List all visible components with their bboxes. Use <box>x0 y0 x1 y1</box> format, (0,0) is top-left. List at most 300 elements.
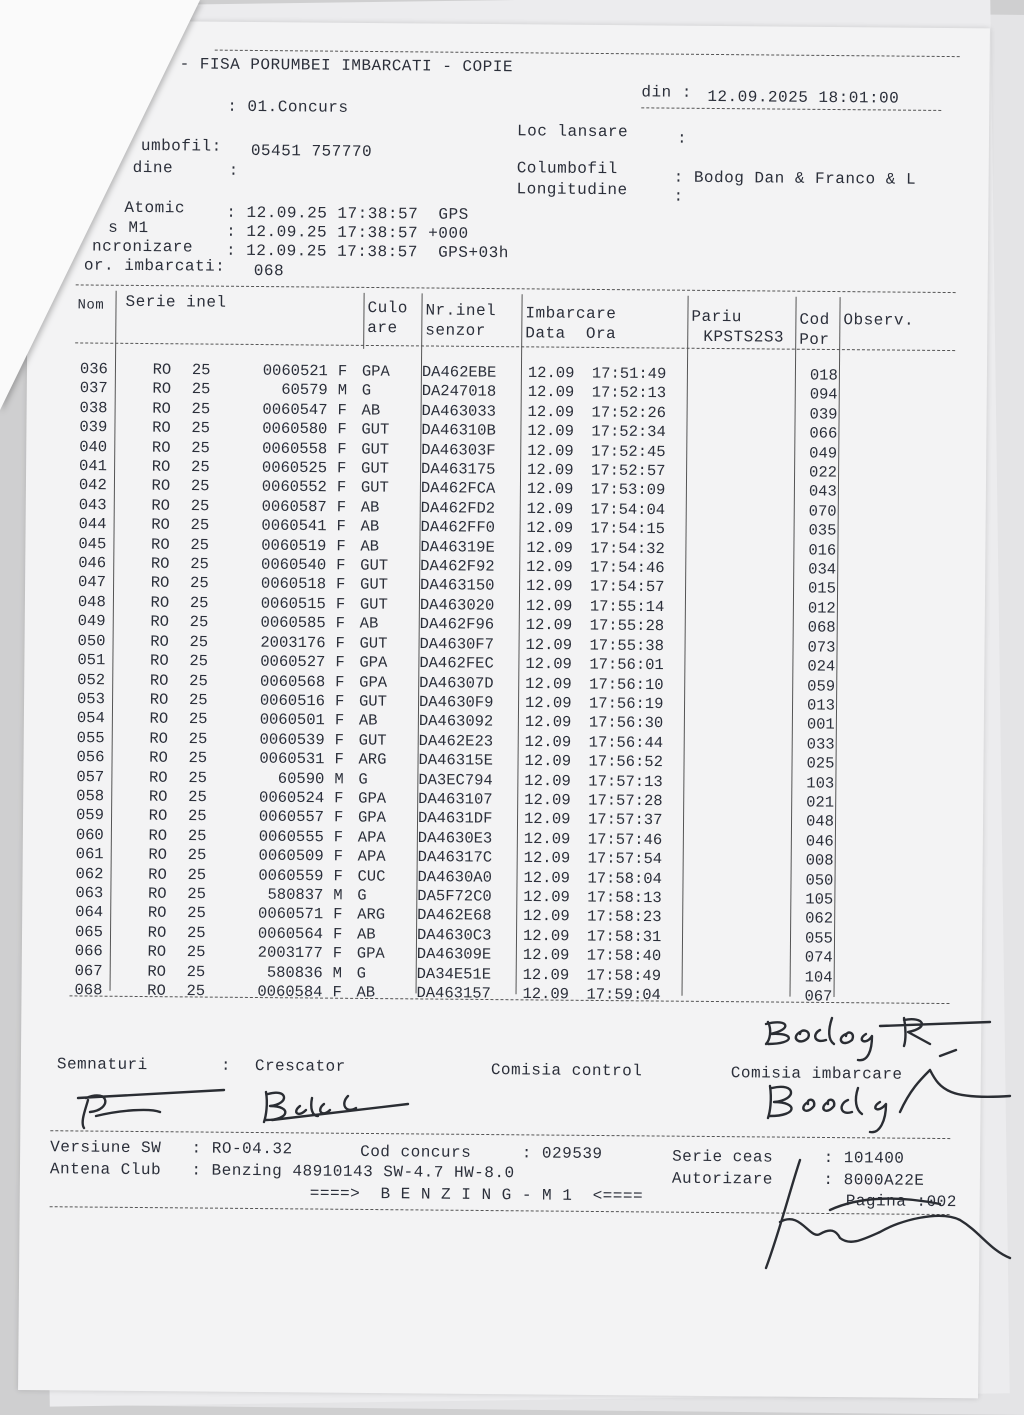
cell-inel: 0060527 <box>260 652 326 672</box>
cell-an: 25 <box>189 613 209 632</box>
cell-nom: 052 <box>77 670 106 689</box>
cell-tara: RO <box>147 904 167 923</box>
cell-nom: 061 <box>75 845 104 864</box>
cell-nom: 049 <box>77 612 106 631</box>
cell-data: 12.09 <box>526 480 574 499</box>
cell-sex: F <box>335 653 345 672</box>
cell-sex: F <box>335 614 346 633</box>
cell-tara: RO <box>149 748 168 767</box>
sincronizare-label: ncronizare <box>91 237 194 257</box>
cell-cul: GPA <box>356 944 385 963</box>
cell-an: 25 <box>189 574 209 593</box>
cell-an: 25 <box>186 923 206 942</box>
cell-tara: RO <box>151 515 170 535</box>
cell-tara: RO <box>151 496 171 515</box>
col-nr-inel-header-1: Nr.inel <box>425 301 497 321</box>
cell-ora: 17:58:23 <box>587 907 662 927</box>
cell-senzor: DA4630F9 <box>418 692 494 712</box>
cell-inel: 0060509 <box>258 846 324 866</box>
cell-senzor: DA462F92 <box>420 557 495 576</box>
cell-inel: 0060516 <box>259 691 326 711</box>
benzing-line: ====> B E N Z I N G - M 1 <==== <box>309 1184 644 1206</box>
cell-cod: 103 <box>806 773 835 793</box>
cell-senzor: DA463157 <box>416 983 491 1003</box>
cell-tara: RO <box>149 651 169 670</box>
cell-an: 25 <box>189 632 209 651</box>
cell-inel: 0060525 <box>261 458 328 478</box>
cell-data: 12.09 <box>523 849 571 868</box>
cell-an: 25 <box>187 826 207 845</box>
cell-an: 25 <box>191 399 211 418</box>
cell-cod: 050 <box>805 870 834 890</box>
cell-nom: 057 <box>76 767 105 786</box>
atomic-value: : 12.09.25 17:38:57 GPS <box>226 203 469 224</box>
cell-inel: 580836 <box>266 963 323 982</box>
cell-senzor: DA463033 <box>421 401 497 421</box>
cell-sex: F <box>333 847 344 866</box>
cell-ora: 17:52:13 <box>591 383 667 403</box>
cell-cul: AB <box>360 517 380 536</box>
cell-cul: AB <box>359 614 379 633</box>
cell-tara: RO <box>149 709 169 729</box>
cell-cod: 048 <box>805 812 834 831</box>
cell-nom: 041 <box>78 457 108 476</box>
atomic-label: Atomic <box>124 198 186 218</box>
longitudine-value: : <box>673 187 684 206</box>
concurs-name: : 01.Concurs <box>227 97 349 117</box>
cell-data: 12.09 <box>522 926 570 946</box>
col-nom-header: Nom <box>77 297 105 314</box>
cell-inel: 0060585 <box>260 613 326 633</box>
cell-cod: 066 <box>809 424 838 443</box>
cell-tara: RO <box>147 942 167 961</box>
cell-nom: 066 <box>74 942 103 961</box>
cell-data: 12.09 <box>524 790 571 810</box>
comisia-control-label: Comisia control <box>490 1061 643 1081</box>
cell-sex: F <box>335 633 345 653</box>
cell-cul: GPA <box>358 789 387 808</box>
cell-inel: 0060587 <box>261 497 327 517</box>
cell-nom: 053 <box>76 689 106 709</box>
cell-cod: 035 <box>808 521 837 540</box>
cell-an: 25 <box>187 884 207 904</box>
cell-nom: 039 <box>79 418 108 437</box>
cell-ora: 17:55:14 <box>589 597 665 617</box>
cell-ora: 17:57:13 <box>588 772 663 791</box>
cell-tara: RO <box>152 418 171 438</box>
cell-senzor: DA462F96 <box>419 615 495 634</box>
cell-tara: RO <box>148 768 168 787</box>
cell-inel: 0060539 <box>259 730 325 749</box>
cell-cod: 074 <box>804 948 833 967</box>
folded-page-corner <box>0 0 200 410</box>
cell-inel: 0060518 <box>260 575 327 594</box>
cell-cul: AB <box>358 711 378 730</box>
cell-tara: RO <box>147 962 167 981</box>
cell-data: 12.09 <box>526 538 573 557</box>
cell-inel: 0060501 <box>259 710 325 730</box>
cell-cod: 046 <box>805 832 834 851</box>
cell-inel: 0060571 <box>257 904 324 924</box>
cell-cod: 039 <box>809 405 838 424</box>
cell-an: 25 <box>189 652 209 671</box>
cell-sex: F <box>335 672 345 691</box>
cell-ora: 17:56:01 <box>589 655 664 675</box>
columbofil-value: : Bodog Dan & Franco & L <box>673 168 917 189</box>
cell-sex: F <box>333 866 343 885</box>
cell-data: 12.09 <box>525 596 573 616</box>
cell-inel: 0060515 <box>260 594 326 614</box>
col-cod-header-1: Cod <box>799 310 830 329</box>
cell-sex: F <box>332 925 343 944</box>
cell-ora: 17:58:13 <box>587 888 662 908</box>
longitudine-label: Longitudine <box>516 180 628 200</box>
cell-nom: 038 <box>79 398 108 418</box>
cell-data: 12.09 <box>527 422 574 441</box>
cell-cul: GPA <box>357 808 386 828</box>
cell-an: 25 <box>187 807 207 826</box>
cell-nom: 046 <box>78 554 107 573</box>
cell-nom: 068 <box>74 980 103 1000</box>
cell-cul: G <box>358 769 368 789</box>
latitudine-value: : <box>228 161 239 180</box>
cell-tara: RO <box>149 690 169 709</box>
cell-senzor: DA463107 <box>418 789 493 809</box>
cell-inel: 580837 <box>267 885 324 905</box>
cell-inel: 0060555 <box>258 827 324 846</box>
cell-an: 25 <box>191 380 211 399</box>
cell-data: 12.09 <box>527 441 574 460</box>
col-observ-header: Observ. <box>843 311 915 330</box>
cell-sex: F <box>334 750 344 769</box>
cell-ora: 17:57:54 <box>587 849 663 869</box>
cell-sex: M <box>332 963 343 982</box>
cell-cul: GUT <box>358 731 387 750</box>
cell-ora: 17:52:57 <box>590 461 666 481</box>
cell-senzor: DA462FEC <box>419 654 494 673</box>
cell-inel: 0060568 <box>260 672 326 691</box>
cell-cod: 015 <box>807 579 837 599</box>
cell-sex: F <box>336 498 347 517</box>
cell-cod: 070 <box>808 502 837 521</box>
cell-an: 25 <box>190 535 210 554</box>
cell-sex: F <box>334 711 345 730</box>
cell-inel: 0060547 <box>262 400 328 419</box>
cell-inel: 0060564 <box>257 924 324 943</box>
col-nr-inel-header-2: senzor <box>425 321 486 340</box>
cell-sex: F <box>337 362 348 381</box>
cell-senzor: DA46309E <box>416 945 492 964</box>
cell-cod: 012 <box>807 599 836 618</box>
cell-senzor: DA463175 <box>420 460 496 479</box>
cell-cul: G <box>361 381 372 400</box>
cell-an: 25 <box>188 768 208 787</box>
cell-senzor: DA34E51E <box>416 964 492 984</box>
cell-nom: 040 <box>79 437 108 456</box>
cell-data: 12.09 <box>527 402 575 422</box>
cell-data: 12.09 <box>523 829 571 849</box>
cell-sex: F <box>334 730 345 750</box>
cell-data: 12.09 <box>522 965 570 984</box>
cell-nom: 064 <box>75 903 104 922</box>
cell-tara: RO <box>150 632 169 651</box>
cell-cod: 016 <box>808 541 837 560</box>
serie-ceas: Serie ceas : 101400 <box>672 1147 905 1168</box>
cell-senzor: DA463092 <box>418 712 494 731</box>
cell-ora: 17:56:30 <box>588 713 664 733</box>
cell-cul: ARG <box>357 905 386 925</box>
sincronizare-value: : 12.09.25 17:38:57 GPS+03h <box>225 241 509 263</box>
col-imbarcare-header-1: Imbarcare <box>525 304 617 324</box>
cell-ora: 17:56:10 <box>589 674 664 694</box>
col-pariu-header-1: Pariu <box>691 307 743 327</box>
cell-data: 12.09 <box>523 887 570 907</box>
antena-club: Antena Club : Benzing 48910143 SW-4.7 HW-8.0 <box>49 1160 515 1183</box>
cell-sex: F <box>336 517 346 536</box>
cell-cul: GUT <box>360 556 389 575</box>
col-culoare-header-2: are <box>367 318 398 338</box>
cell-nom: 037 <box>79 379 108 398</box>
cell-nom: 067 <box>74 961 103 980</box>
cell-tara: RO <box>148 845 168 864</box>
cell-an: 25 <box>190 555 209 574</box>
cell-senzor: DA4630A0 <box>417 867 493 887</box>
cell-ora: 17:54:57 <box>589 577 665 597</box>
cell-tara: RO <box>149 671 169 690</box>
cell-ora: 17:58:31 <box>586 927 662 946</box>
cell-cul: GUT <box>361 440 390 459</box>
cell-ora: 17:52:26 <box>591 403 667 422</box>
cell-ora: 17:56:44 <box>588 733 664 752</box>
cell-inel: 0060557 <box>258 807 325 827</box>
cell-ora: 17:54:15 <box>590 519 666 539</box>
cell-cul: GPA <box>361 362 390 381</box>
cell-nom: 045 <box>78 534 107 553</box>
cell-cod: 001 <box>806 715 835 734</box>
cell-cul: GUT <box>359 595 388 614</box>
cell-ora: 17:57:46 <box>587 830 663 849</box>
cell-sex: F <box>334 789 344 808</box>
cell-data: 12.09 <box>523 810 571 829</box>
cell-ora: 17:58:04 <box>587 869 662 888</box>
cell-sex: F <box>337 420 347 439</box>
cell-sex: M <box>337 381 348 400</box>
cell-tara: RO <box>151 477 171 496</box>
cell-an: 25 <box>186 962 206 981</box>
cell-sex: F <box>334 692 345 711</box>
cell-nom: 043 <box>78 495 107 515</box>
cell-data: 12.09 <box>526 519 574 538</box>
cell-senzor: DA5F72C0 <box>417 886 492 906</box>
cell-senzor: DA462E68 <box>417 906 492 926</box>
cell-senzor: DA46310B <box>421 421 496 440</box>
cell-cul: G <box>356 964 367 983</box>
cell-cul: AB <box>360 537 380 556</box>
cell-data: 12.09 <box>524 693 572 713</box>
cell-inel: 0060584 <box>257 982 323 1002</box>
cell-an: 25 <box>186 943 206 962</box>
cell-senzor: DA46317C <box>417 848 493 867</box>
cell-tara: RO <box>147 923 167 942</box>
cell-nom: 054 <box>76 709 105 728</box>
cell-an: 25 <box>186 981 206 1001</box>
cell-ora: 17:57:37 <box>587 810 663 830</box>
cell-sex: F <box>337 439 347 458</box>
cell-nom: 063 <box>75 883 104 903</box>
cell-an: 25 <box>189 671 208 690</box>
cell-cod: 067 <box>804 987 833 1006</box>
cell-senzor: DA46319E <box>420 537 495 557</box>
cell-data: 12.09 <box>526 557 573 577</box>
cell-cod: 049 <box>809 444 838 463</box>
columbofil-id-label: umbofil: <box>140 136 222 156</box>
m1-value: : 12.09.25 17:38:57 +000 <box>226 222 469 243</box>
cell-an: 25 <box>191 419 211 438</box>
cell-tara: RO <box>148 865 167 884</box>
semnaturi-colon: : <box>220 1056 232 1075</box>
cell-cod: 024 <box>807 657 836 676</box>
cell-tara: RO <box>151 438 171 457</box>
date-label: din : <box>641 83 692 102</box>
cell-cod: 055 <box>804 929 833 948</box>
cell-senzor: DA4630C3 <box>416 925 492 945</box>
cell-cod: 043 <box>808 482 837 502</box>
cell-nom: 055 <box>76 728 105 747</box>
cell-cul: APA <box>357 828 386 847</box>
cell-inel: 60579 <box>281 381 328 400</box>
cell-tara: RO <box>148 826 168 845</box>
cell-tara: RO <box>148 787 168 806</box>
cell-ora: 17:52:45 <box>591 442 666 461</box>
cell-cod: 033 <box>806 735 835 754</box>
cell-cul: APA <box>357 847 386 866</box>
cell-nom: 060 <box>75 825 104 844</box>
cell-cod: 021 <box>806 793 835 812</box>
col-serie-inel-header: Serie inel <box>125 292 227 312</box>
col-culoare-header-1: Culo <box>367 298 408 318</box>
cell-cul: GPA <box>359 672 388 692</box>
cell-sex: F <box>333 828 344 847</box>
cell-cod: 059 <box>807 676 836 696</box>
cell-cul: GUT <box>358 692 388 711</box>
cell-senzor: DA4631DF <box>417 809 493 828</box>
cell-data: 12.09 <box>526 460 574 480</box>
cell-an: 25 <box>190 477 210 496</box>
cell-cod: 105 <box>805 890 834 909</box>
cell-nom: 048 <box>77 592 106 612</box>
cell-senzor: DA462FCA <box>420 479 496 499</box>
cell-cod: 018 <box>809 366 838 385</box>
cell-inel: 0060552 <box>261 478 327 497</box>
cell-cod: 062 <box>805 909 834 928</box>
cell-inel: 0060524 <box>258 788 325 808</box>
cell-inel: 0060540 <box>261 555 327 575</box>
cell-inel: 0060531 <box>259 749 325 769</box>
cell-nom: 047 <box>77 573 107 592</box>
cell-tara: RO <box>148 806 168 826</box>
cell-ora: 17:53:09 <box>590 480 666 500</box>
cell-an: 25 <box>188 710 208 729</box>
cell-cul: GUT <box>359 634 388 653</box>
cell-nom: 044 <box>78 515 107 534</box>
cell-tara: RO <box>152 360 172 379</box>
cell-tara: RO <box>151 535 170 554</box>
cell-cul: GUT <box>359 575 389 595</box>
cell-sex: F <box>336 556 346 575</box>
pagina: Pagina :002 <box>845 1192 957 1212</box>
cell-sex: F <box>335 595 346 614</box>
signature-autorizare <box>766 1160 1010 1268</box>
cell-data: 12.09 <box>523 868 571 887</box>
cell-cul: AB <box>360 498 380 517</box>
cell-tara: RO <box>152 399 171 418</box>
cell-an: 25 <box>191 360 211 380</box>
cell-sex: F <box>336 459 347 478</box>
cell-inel: 0060541 <box>261 516 327 536</box>
cell-data: 12.09 <box>527 383 575 402</box>
cell-senzor: DA463020 <box>419 595 495 615</box>
cell-cul: GPA <box>359 653 388 672</box>
cell-senzor: DA4630E3 <box>417 828 493 848</box>
cell-sex: F <box>332 944 343 963</box>
cell-sex: M <box>333 886 343 905</box>
cell-ora: 17:58:40 <box>586 946 662 966</box>
columbofil-label: Columbofil <box>516 159 618 179</box>
cell-sex: F <box>335 575 346 594</box>
cell-cul: GUT <box>361 420 390 439</box>
cell-cod: 008 <box>805 851 834 870</box>
cell-tara: RO <box>149 729 169 748</box>
cell-data: 12.09 <box>525 577 573 596</box>
cell-data: 12.09 <box>524 713 572 732</box>
cell-senzor: DA46303F <box>421 440 496 460</box>
cell-ora: 17:56:19 <box>588 694 664 714</box>
cell-nom: 058 <box>76 786 105 806</box>
cell-cul: G <box>357 886 367 905</box>
cell-an: 25 <box>188 749 208 768</box>
cell-tara: RO <box>150 593 170 612</box>
cell-ora: 17:52:34 <box>591 422 666 442</box>
cell-sex: F <box>336 478 347 497</box>
versiune-sw: Versiune SW : RO-04.32 <box>50 1138 293 1159</box>
cell-an: 25 <box>187 904 206 923</box>
cell-data: 12.09 <box>527 363 575 383</box>
cell-an: 25 <box>191 438 210 457</box>
col-imbarcare-header-2: Data Ora <box>525 324 617 344</box>
cell-nom: 042 <box>78 476 107 495</box>
cell-an: 25 <box>188 690 208 710</box>
cell-an: 25 <box>190 516 210 535</box>
cell-nom: 056 <box>76 748 105 767</box>
cell-data: 12.09 <box>524 732 572 752</box>
cell-inel: 0060559 <box>258 866 324 885</box>
nr-imbarcati-label: or. imbarcati: <box>83 256 226 276</box>
comisia-imbarcare-label: Comisia imbarcare <box>730 1064 903 1084</box>
cell-an: 25 <box>188 787 207 807</box>
cell-cod: 104 <box>804 967 833 987</box>
cell-ora: 17:58:49 <box>586 966 662 985</box>
cell-inel: 0060519 <box>261 536 327 555</box>
cell-cod: 034 <box>808 560 837 579</box>
cell-senzor: DA463150 <box>419 576 495 596</box>
cell-cul: AB <box>361 401 381 420</box>
cell-senzor: DA462FD2 <box>420 498 496 518</box>
cell-cul: GUT <box>360 459 390 478</box>
cell-tara: RO <box>147 981 166 1000</box>
cell-data: 12.09 <box>523 907 570 926</box>
cell-ora: 17:59:04 <box>586 985 661 1005</box>
cell-data: 12.09 <box>525 635 573 655</box>
